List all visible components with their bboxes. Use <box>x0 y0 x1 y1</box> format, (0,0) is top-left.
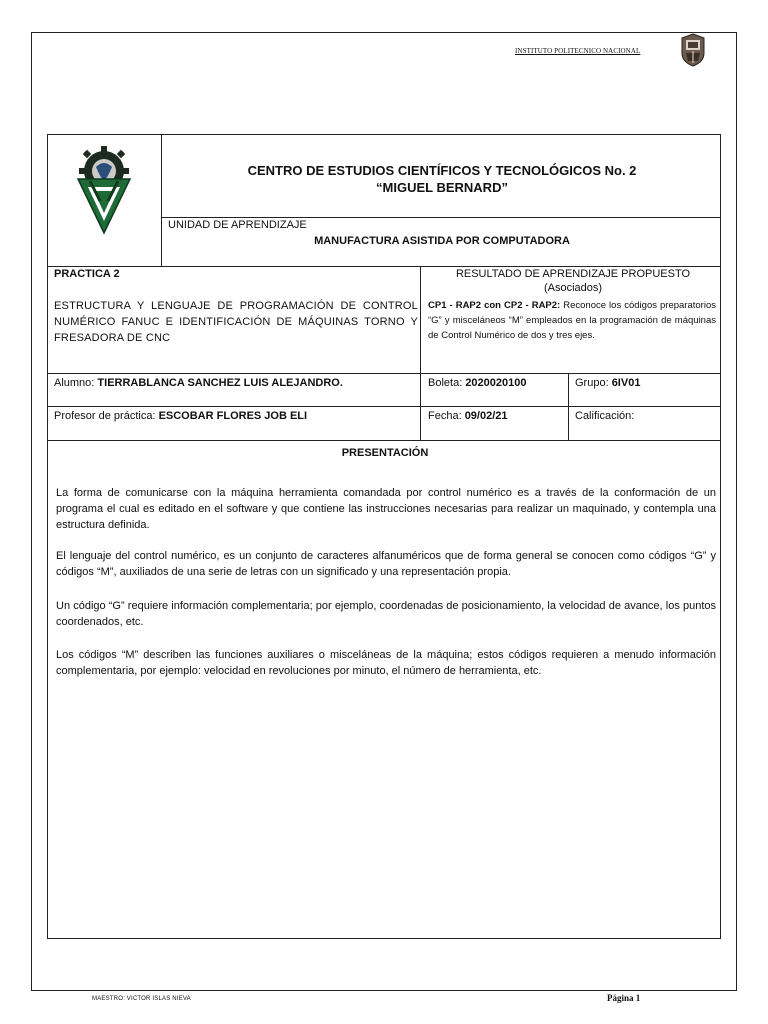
rap-title-line1: RESULTADO DE APRENDIZAJE PROPUESTO <box>455 268 691 280</box>
column-divider <box>420 266 421 440</box>
divider <box>48 406 721 407</box>
boleta-field <box>428 376 527 390</box>
practice-number: PRACTICA 2 <box>54 268 120 280</box>
teacher-label: Profesor de práctica: <box>54 410 159 422</box>
rap-text: Reconoce los códigos preparatorios “G” y misceláneos “M” empleados en la programación de máquinas de Control Numérico de dos y tres ejes. <box>428 300 716 341</box>
student-label: Alumno: <box>54 377 98 389</box>
cecyt-logo-icon <box>66 141 146 241</box>
footer-teacher: MAESTRO: VICTOR ISLAS NIEVA <box>92 996 191 1002</box>
school-title-line2: “MIGUEL BERNARD” <box>376 180 508 195</box>
practice-title: ESTRUCTURA Y LENGUAJE DE PROGRAMACIÓN DE CONTROL NUMÉRICO FANUC E IDENTIFICACIÓN DE MÁQUINAS TORNO Y FRESADORA DE CNC <box>54 300 418 344</box>
presentation-paragraph: Un código “G” requiere información complementaria; por ejemplo, coordenadas de posicionamiento, la velocidad de avance, los puntos coordenados, etc. <box>56 600 716 628</box>
rap-code: CP1 - RAP2 con CP2 - RAP2: <box>428 300 561 311</box>
presentation-title: PRESENTACIÓN <box>341 447 429 459</box>
rap-title-line2: (Asociados) <box>543 282 603 294</box>
ipn-logo-icon <box>680 33 706 67</box>
teacher-field <box>54 409 307 423</box>
date-label: Fecha: <box>428 410 465 422</box>
group-value: 6IV01 <box>611 377 641 389</box>
page-number: Página 1 <box>607 993 641 1003</box>
school-title <box>162 162 722 196</box>
student-field <box>54 376 343 390</box>
student-name: TIERRABLANCA SANCHEZ LUIS ALEJANDRO. <box>97 377 343 389</box>
presentation-paragraph: La forma de comunicarse con la máquina herramienta comandada por control numérico es a través de la conformación de un programa el cual es editado en el software y que contiene las instrucciones necesarias para realizar un maquinado, y contempla una estructura definida. <box>56 487 716 531</box>
document-table <box>47 134 721 939</box>
school-title-line1: CENTRO DE ESTUDIOS CIENTÍFICOS Y TECNOLÓGICOS No. 2 <box>247 163 637 178</box>
boleta-value: 2020020100 <box>465 377 527 389</box>
unit-name: MANUFACTURA ASISTIDA POR COMPUTADORA <box>314 235 570 247</box>
presentation-paragraph: El lenguaje del control numérico, es un conjunto de caracteres alfanuméricos que de forma general se conocen como códigos “G” y códigos “M”, auxiliados de una serie de letras con un significado y una representación propia. <box>56 550 716 578</box>
boleta-label: Boleta: <box>428 377 466 389</box>
date-value: 09/02/21 <box>464 410 508 422</box>
divider <box>48 373 721 374</box>
teacher-name: ESCOBAR FLORES JOB ELI <box>158 410 308 422</box>
divider <box>48 440 721 441</box>
group-label: Grupo: <box>575 377 612 389</box>
rap-description <box>428 298 716 343</box>
group-field <box>575 376 640 390</box>
unit-label: UNIDAD DE APRENDIZAJE <box>168 219 307 231</box>
institution-header: INSTITUTO POLITECNICO NACIONAL <box>515 47 641 55</box>
presentation-paragraph: Los códigos “M” describen las funciones auxiliares o misceláneas de la máquina; estos códigos requieren a menudo información complementaria, por ejemplo: velocidad en revoluciones por minuto, el número de herramienta, etc. <box>56 649 716 677</box>
rap-title <box>424 267 722 295</box>
date-field <box>428 409 508 423</box>
grade-field: Calificación: <box>575 410 635 422</box>
